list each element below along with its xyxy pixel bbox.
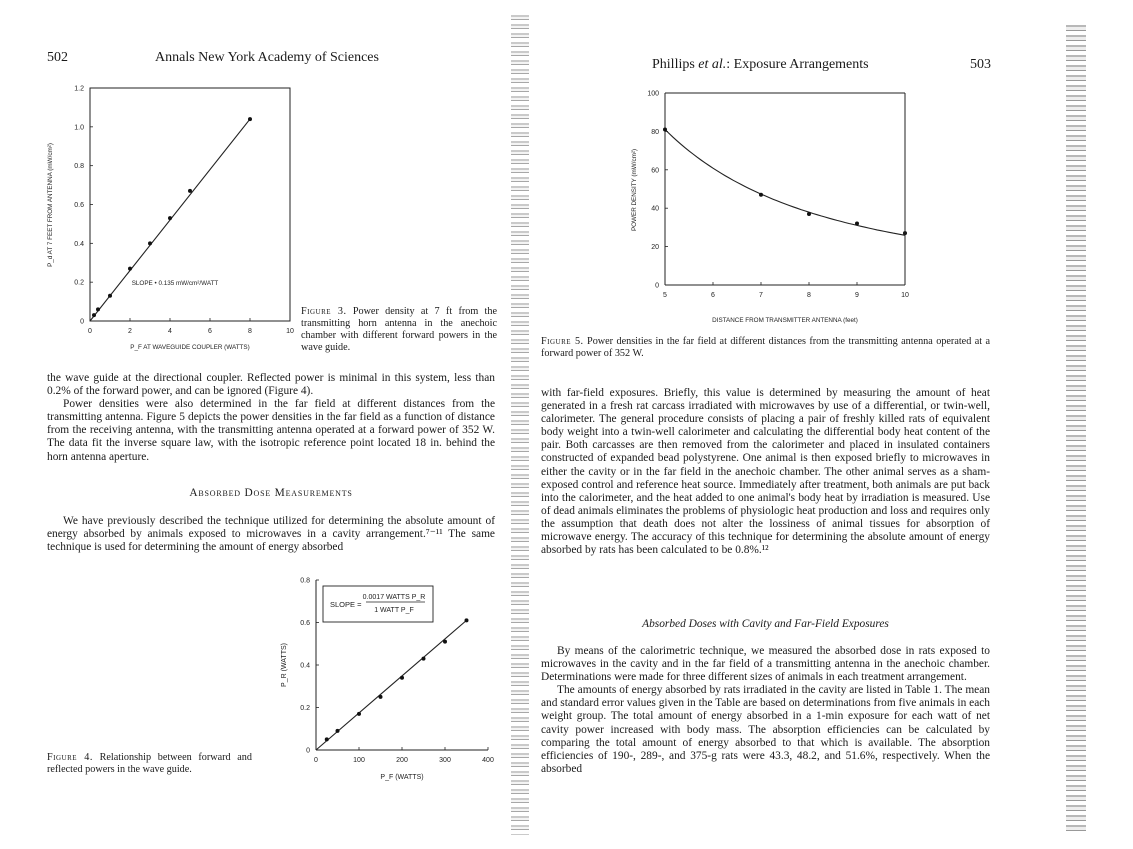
y-tick-label: 0 — [306, 747, 310, 755]
figure-5-caption — [541, 336, 990, 360]
page-gutter-shadow — [511, 15, 529, 835]
figure-4-caption-label: Figure 4. — [47, 752, 93, 763]
figure-4-caption — [47, 752, 252, 776]
x-tick-label: 0 — [88, 328, 92, 335]
left-running-head: Annals New York Academy of Sciences — [155, 50, 379, 65]
data-point — [759, 193, 763, 197]
figure-3-chart — [40, 80, 302, 355]
x-tick-label: 9 — [855, 292, 859, 299]
figure-3-y-axis-label: P_d AT 7 FEET FROM ANTENNA (mW/cm²) — [47, 143, 54, 267]
figure-5-y-axis-label: POWER DENSITY (mW/cm²) — [631, 148, 638, 232]
figure-3-x-axis-label: P_F AT WAVEGUIDE COUPLER (WATTS) — [130, 344, 250, 351]
data-point — [128, 267, 132, 271]
y-tick-label: 0.6 — [74, 202, 84, 209]
y-tick-label: 0.2 — [74, 279, 84, 287]
x-tick-label: 4 — [168, 328, 172, 335]
right-running-head-title: : Exposure Arrangements — [726, 57, 869, 72]
x-tick-label: 400 — [482, 757, 494, 764]
data-point — [807, 212, 811, 216]
figure-5-chart — [620, 85, 910, 330]
y-tick-label: 1.2 — [74, 85, 84, 93]
data-point — [663, 127, 667, 131]
slope-prefix: SLOPE = — [330, 600, 362, 609]
data-point — [400, 676, 404, 680]
figure-4-caption-text: Relationship between forward and reflected powers in the wave guide. — [47, 752, 252, 775]
right-paragraph-3: The amounts of energy absorbed by rats irradiated in the cavity are listed in Table 1. The mean and standard error values given in the Table are based on determinations from five animals in each weight group. The total amount of energy absorbed in a 1-min exposure for each watt of net cavity power increased with body mass. The absorption efficiencies can be calculated by comparing the total amount of energy absorbed to that which is available. The absorption efficiencies of 190-, 289-, and 375-g rats were 43.3, 48.2, and 51.6%, respectively. When the absorbed — [541, 684, 990, 775]
right-paragraph-2: By means of the calorimetric technique, we measured the absorbed dose in rats exposed to microwaves in the cavity and in the far field of a transmitting antenna in the anechoic chamber. Determinations were made for three different sizes of animals in each treatment arrangement. — [541, 645, 990, 684]
x-tick-label: 7 — [759, 292, 763, 299]
y-tick-label: 0 — [655, 282, 659, 290]
data-point — [465, 618, 469, 622]
data-point — [168, 216, 172, 220]
y-tick-label: 80 — [651, 128, 659, 136]
data-point — [108, 294, 112, 298]
figure-4-slope-box — [323, 586, 433, 622]
series-curve — [665, 130, 905, 236]
y-tick-label: 0.2 — [300, 705, 310, 712]
x-tick-label: 10 — [286, 328, 294, 335]
data-point — [357, 712, 361, 716]
section-heading-absorbed-doses: Absorbed Doses with Cavity and Far-Field Exposures — [642, 618, 889, 630]
data-point — [188, 189, 192, 193]
y-tick-label: 40 — [651, 205, 659, 213]
y-tick-label: 0.4 — [300, 662, 310, 670]
figure-4-chart — [268, 570, 508, 790]
left-page-number: 502 — [47, 50, 68, 65]
x-tick-label: 200 — [396, 757, 408, 764]
right-column-text-bottom — [541, 645, 990, 776]
y-tick-label: 0 — [80, 318, 84, 326]
y-tick-label: 60 — [651, 167, 659, 175]
y-tick-label: 100 — [647, 90, 659, 98]
right-column-text-top — [541, 387, 990, 557]
data-point — [148, 241, 152, 245]
figure-3-caption-text: Power density at 7 ft from the transmitting horn antenna in the anechoic chamber with different forward powers in the wave guide. — [301, 306, 497, 353]
page-edge-shadow — [1066, 25, 1086, 835]
figure-5-caption-label: Figure 5. — [541, 336, 584, 347]
data-point — [422, 657, 426, 661]
x-tick-label: 10 — [901, 292, 909, 299]
data-point — [325, 737, 329, 741]
figure-3-caption — [301, 306, 497, 354]
figure-4-y-axis-label: P_R (WATTS) — [281, 643, 288, 687]
left-column-text-bottom — [47, 515, 495, 554]
right-paragraph-1: with far-field exposures. Briefly, this value is determined by measuring the amount of heat generated in a fresh rat carcass irradiated with microwaves by use of a differential, or twin-well, calorimeter. The general procedure consists of placing a pair of freshly killed rats of equivalent body weight into a twin-well calorimeter and calculating the differential body heat content of the pair. Both carcasses are then removed from the calorimeter and placed in insulated containers constructed of expanded bead polystyrene. One animal is then exposed briefly to microwaves in either the cavity or in the far field in the anechoic chamber. The other animal serves as a sham-exposed control and reference heat source. Immediately after treatment, both animals are put back into the calorimeter, and the heat added to one animal's body heat by irradiation is measured. Use of dead animals eliminates the problems of physiologic heat production and loss and requires only the assumption that death does not alter the lossiness of animal tissues for absorption of microwave energy. The accuracy of this technique for determining the absolute amount of energy absorbed by rats has been calculated to be 0.8%.¹² — [541, 387, 990, 557]
right-running-head — [652, 57, 869, 73]
data-point — [96, 307, 100, 311]
y-tick-label: 0.4 — [74, 240, 84, 248]
y-tick-label: 0.8 — [74, 163, 84, 171]
figure-4-x-axis-label: P_F (WATTS) — [380, 774, 424, 781]
y-tick-label: 1.0 — [74, 124, 84, 132]
x-tick-label: 2 — [128, 328, 132, 335]
x-tick-label: 100 — [353, 757, 365, 764]
left-paragraph-1: the wave guide at the directional coupler. Reflected power is minimal in this system, less than 0.2% of the forward power, and can be ignored (Figure 4). — [47, 372, 495, 398]
data-point — [248, 117, 252, 121]
x-tick-label: 8 — [807, 292, 811, 299]
x-tick-label: 0 — [314, 757, 318, 764]
y-tick-label: 0.8 — [300, 577, 310, 585]
left-paragraph-3: We have previously described the technique utilized for determining the absolute amount of energy absorbed by animals exposed to microwaves in a cavity arrangement.⁷⁻¹¹ The same technique is used for determining the amount of energy absorbed — [47, 515, 495, 554]
slope-denominator: 1 WATT P_F — [374, 607, 414, 614]
figure-5-caption-text: Power densities in the far field at different distances from the transmitting antenna operated at a forward power of 352 W. — [541, 336, 990, 359]
figure-3-slope-annotation: SLOPE • 0.135 mW/cm²/WATT — [131, 280, 219, 287]
figure-3-caption-label: Figure 3. — [301, 306, 347, 317]
x-tick-label: 6 — [208, 328, 212, 335]
data-point — [379, 695, 383, 699]
left-paragraph-2: Power densities were also determined in the far field at different distances from the transmitting antenna. Figure 5 depicts the power densities in the far field as a function of distance from the receiving antenna, with the transmitting antenna operated at a forward power of 352 W. The data fit the inverse square law, with the isotropic reference point located 18 in. behind the horn antenna aperture. — [47, 398, 495, 463]
right-running-head-author: Phillips — [652, 57, 695, 72]
data-point — [855, 222, 859, 226]
slope-numerator: 0.0017 WATTS P_R — [362, 594, 426, 601]
x-tick-label: 5 — [663, 292, 667, 299]
right-running-head-etal: et al. — [698, 57, 727, 72]
data-point — [336, 729, 340, 733]
section-heading-absorbed-dose: Absorbed Dose Measurements — [189, 487, 353, 499]
data-point — [92, 313, 96, 317]
right-page-number: 503 — [970, 57, 991, 72]
y-tick-label: 20 — [651, 244, 659, 252]
x-tick-label: 8 — [248, 328, 252, 335]
x-tick-label: 6 — [711, 292, 715, 299]
x-tick-label: 300 — [439, 757, 451, 764]
y-tick-label: 0.6 — [300, 620, 310, 627]
data-point — [443, 640, 447, 644]
figure-5-x-axis-label: DISTANCE FROM TRANSMITTER ANTENNA (feet) — [712, 317, 858, 324]
left-column-text-top — [47, 372, 495, 464]
